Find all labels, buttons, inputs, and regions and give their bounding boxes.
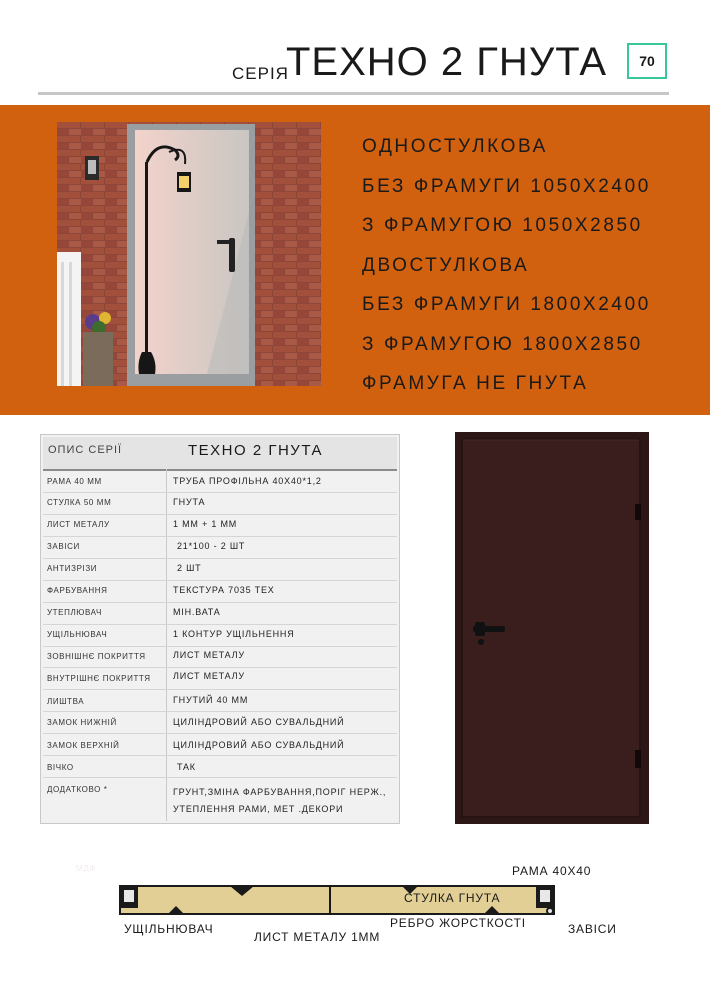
row-value: ТАК <box>177 762 196 772</box>
row-label: ЗОВНІШНЄ ПОКРИТТЯ <box>47 652 146 661</box>
row-value: ГРУНТ,ЗМІНА ФАРБУВАННЯ,ПОРІГ НЕРЖ., <box>173 787 387 797</box>
row-value: ЦИЛІНДРОВИЙ АБО СУВАЛЬДНИЙ <box>173 717 345 727</box>
table-row <box>43 580 397 603</box>
row-label: АНТИЗРІЗИ <box>47 564 98 573</box>
table-row <box>43 733 397 756</box>
table-row <box>43 602 397 625</box>
spec-line-5: БЕЗ ФРАМУГИ 1800Х2400 <box>362 294 651 315</box>
mdf-label: МДФ <box>76 864 97 873</box>
spec-line-2: БЕЗ ФРАМУГИ 1050Х2400 <box>362 176 651 197</box>
row-label: СТУЛКА 50 ММ <box>47 498 112 507</box>
row-label: УЩІЛЬНЮВАЧ <box>47 630 108 639</box>
row-value: ЛИСТ МЕТАЛУ <box>173 650 245 660</box>
row-label: ЛИСТ МЕТАЛУ <box>47 520 110 529</box>
row-label: ДОДАТКОВО * <box>47 785 108 794</box>
row-label: ФАРБУВАННЯ <box>47 586 108 595</box>
table-row <box>43 514 397 537</box>
row-label: ВНУТРІШНЄ ПОКРИТТЯ <box>47 674 151 683</box>
row-label: ВІЧКО <box>47 763 74 772</box>
hinges-label: ЗАВІСИ <box>568 922 617 936</box>
table-row <box>43 689 397 712</box>
row-value: ГНУТА <box>173 497 206 507</box>
row-value: ЛИСТ МЕТАЛУ <box>173 671 245 681</box>
spec-line-4: ДВОСТУЛКОВА <box>362 255 530 276</box>
rib-label: РЕБРО ЖОРСТКОСТІ <box>390 916 526 930</box>
sheet-label: ЛИСТ МЕТАЛУ 1ММ <box>254 930 381 944</box>
row-value-continued: УТЕПЛЕННЯ РАМИ, МЕТ .ДЕКОРИ <box>173 804 344 814</box>
leaf-label: СТУЛКА ГНУТА <box>404 891 501 905</box>
table-row <box>43 667 397 690</box>
table-row <box>43 755 397 778</box>
row-value: МІН.ВАТА <box>173 607 221 617</box>
row-value: 21*100 - 2 ШТ <box>177 541 246 551</box>
row-label: ЗАМОК НИЖНІЙ <box>47 718 117 727</box>
table-row <box>43 558 397 581</box>
table-row <box>43 536 397 559</box>
row-value: 2 ШТ <box>177 563 202 573</box>
table-row <box>43 624 397 647</box>
frame-label: РАМА 40Х40 <box>512 864 592 878</box>
spec-line-7: ФРАМУГА НЕ ГНУТА <box>362 373 589 394</box>
page-number-badge: 70 <box>627 43 667 79</box>
spec-line-3: З ФРАМУГОЮ 1050Х2850 <box>362 215 643 236</box>
door-photo <box>57 122 321 386</box>
cross-section-diagram <box>110 880 570 920</box>
row-value: ЦИЛІНДРОВИЙ АБО СУВАЛЬДНИЙ <box>173 740 345 750</box>
row-label: ЗАМОК ВЕРХНІЙ <box>47 741 120 750</box>
table-row <box>43 711 397 734</box>
row-label: РАМА 40 ММ <box>47 477 102 486</box>
series-title: ТЕХНО 2 ГНУТА <box>286 40 608 84</box>
table-row <box>43 777 397 821</box>
table-header-right: ТЕХНО 2 ГНУТА <box>188 442 324 459</box>
row-label: ЛИШТВА <box>47 697 85 706</box>
spec-line-1: ОДНОСТУЛКОВА <box>362 136 548 157</box>
row-value: ГНУТИЙ 40 ММ <box>173 695 249 705</box>
table-header-left: ОПИС СЕРІЇ <box>48 444 123 456</box>
table-row <box>43 646 397 668</box>
table-row <box>43 492 397 515</box>
door-illustration <box>455 432 649 824</box>
spec-line-6: З ФРАМУГОЮ 1800Х2850 <box>362 334 643 355</box>
row-value: 1 КОНТУР УЩІЛЬНЕННЯ <box>173 629 295 639</box>
header-divider <box>38 92 669 95</box>
series-label: СЕРІЯ <box>232 64 289 83</box>
row-value: ТЕКСТУРА 7035 ТЕХ <box>173 585 275 595</box>
row-label: ЗАВІСИ <box>47 542 80 551</box>
seal-label: УЩІЛЬНЮВАЧ <box>124 922 214 936</box>
row-label: УТЕПЛЮВАЧ <box>47 608 102 617</box>
row-value: ТРУБА ПРОФІЛЬНА 40Х40*1,2 <box>173 476 322 486</box>
row-value: 1 ММ + 1 ММ <box>173 519 238 529</box>
table-row <box>43 471 397 493</box>
